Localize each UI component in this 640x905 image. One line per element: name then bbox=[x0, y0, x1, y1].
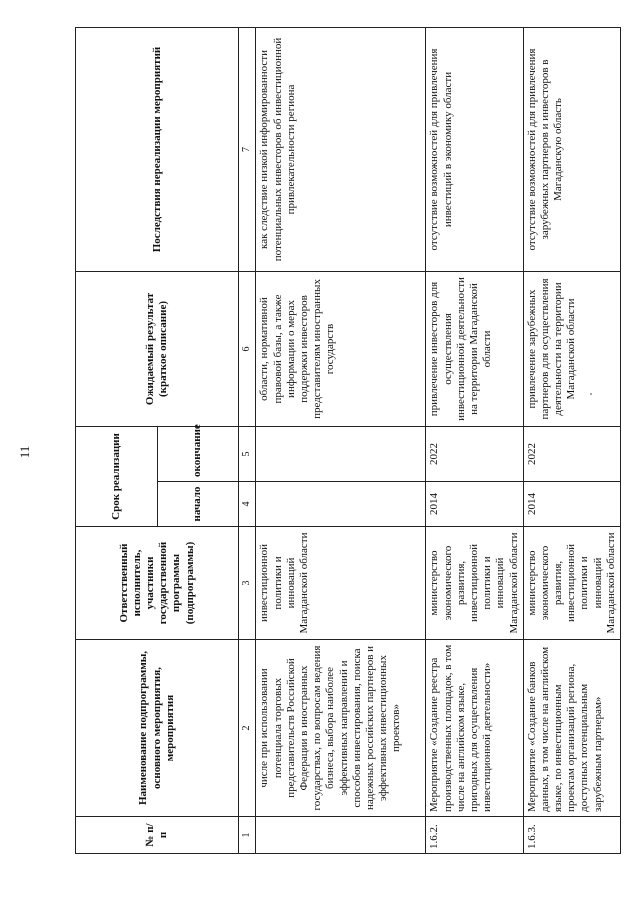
table-row bbox=[523, 27, 620, 853]
rotated-table-container bbox=[75, 28, 621, 854]
header-result: Ожидаемый результат (краткое описание) bbox=[76, 271, 239, 426]
table-row bbox=[426, 27, 523, 853]
row-name: числе при использовании потенциала торговых представительств Российской Федерации в иностранных государствах, по вопросам ведения бизнеса, выбора наиболее эффективных направлений и способов инвестирования, поиска надежных российских партнеров и эффективных инвестиционных проектов» bbox=[256, 640, 426, 817]
col-number: 5 bbox=[239, 426, 256, 481]
row-start bbox=[256, 482, 426, 527]
row-result: привлечение инвесторов для осуществления инвестиционной деятельности на территории Магаданской области bbox=[426, 271, 523, 426]
row-end bbox=[256, 426, 426, 481]
row-executor: министерство экономического развития, инвестиционной политики и инноваций Магаданской области bbox=[523, 527, 620, 640]
header-term: Срок реализации bbox=[76, 426, 158, 526]
row-executor: инвестиционной политики и инноваций Магаданской области bbox=[256, 527, 426, 640]
row-start: 2014 bbox=[426, 482, 523, 527]
row-num: 1.6.3. bbox=[523, 817, 620, 854]
header-start: начало bbox=[157, 482, 239, 527]
header-end: окончание bbox=[157, 426, 239, 481]
table-row bbox=[256, 27, 426, 853]
col-number: 4 bbox=[239, 482, 256, 527]
row-start: 2014 bbox=[523, 482, 620, 527]
program-activities-table bbox=[75, 27, 621, 854]
col-number: 7 bbox=[239, 27, 256, 271]
row-consequences: как следствие низкой информированности потенциальных инвесторов об инвестиционной привлекательности региона bbox=[256, 27, 426, 271]
row-executor: министерство экономического развития, инвестиционной политики и инноваций Магаданской области bbox=[426, 527, 523, 640]
header-num: № п/п bbox=[76, 817, 239, 854]
header-row bbox=[76, 27, 158, 853]
row-consequences: отсутствие возможностей для привлечения зарубежных партнеров и инвесторов в Магаданскую область bbox=[523, 27, 620, 271]
col-number: 6 bbox=[239, 271, 256, 426]
row-result: привлечение зарубежных партнеров для осуществления деятельности на территории Магаданской области bbox=[523, 271, 620, 426]
row-name: Мероприятие «Создание банков данных, в том числе на английском языке, по инвестиционным проектам организаций региона, доступных потенциальным зарубежным партнерам» bbox=[523, 640, 620, 817]
row-name: Мероприятие «Создание реестра производственных площадок, в том числе на английском языке, пригодных для осуществления инвестиционной деятельности» bbox=[426, 640, 523, 817]
row-end: 2022 bbox=[523, 426, 620, 481]
header-name: Наименование подпрограммы, основного мероприятия, мероприятия bbox=[76, 640, 239, 817]
row-num bbox=[256, 817, 426, 854]
header-executor: Ответственный исполнитель, участники государственной программы (подпрограммы) bbox=[76, 527, 239, 640]
col-number: 1 bbox=[239, 817, 256, 854]
row-num: 1.6.2. bbox=[426, 817, 523, 854]
col-number: 2 bbox=[239, 640, 256, 817]
header-consequences: Последствия нереализации мероприятий bbox=[76, 27, 239, 271]
page-number: 11 bbox=[17, 445, 32, 459]
row-end: 2022 bbox=[426, 426, 523, 481]
row-result: области, нормативной правовой базы, а также информации о мерах поддержки инвесторов представителям иностранных государств bbox=[256, 271, 426, 426]
column-number-row bbox=[239, 27, 256, 853]
col-number: 3 bbox=[239, 527, 256, 640]
row-consequences: отсутствие возможностей для привлечения инвестиций в экономику области bbox=[426, 27, 523, 271]
